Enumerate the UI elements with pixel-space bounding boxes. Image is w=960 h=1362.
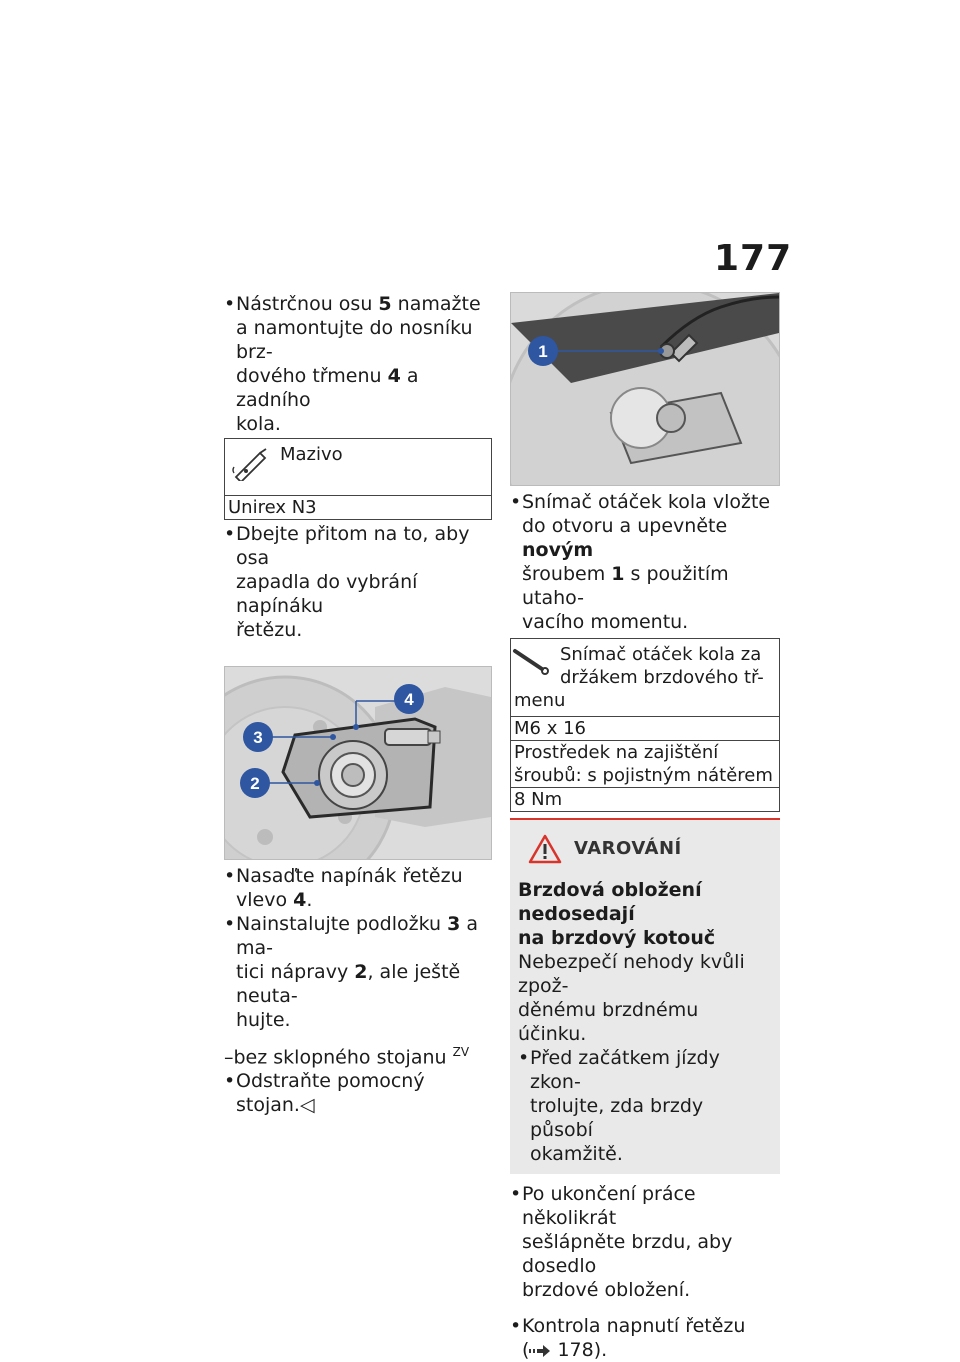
section-end-mark: ◁ — [299, 1094, 315, 1117]
right-column — [510, 292, 780, 1362]
step-install-washer: • Nainstalujte podložku 3 a ma- tici nápravy 2, ale ještě neuta- hujte. — [224, 912, 492, 1032]
condition-no-stand: –bez sklopného stojanu $^{ZV}$ — [224, 1045, 470, 1069]
grease-gun-icon — [232, 447, 270, 481]
lubricant-value: Unirex N3 — [225, 496, 492, 520]
callout-4-label: 4 — [404, 690, 414, 709]
callout-3-label: 3 — [253, 728, 263, 747]
lubricant-table — [224, 438, 492, 520]
warning-bullet: • Před začátkem jízdy zkon- trolujte, zda brzdy působí okamžitě. — [518, 1046, 772, 1166]
page-number: 177 — [714, 238, 793, 279]
torque-table: Snímač otáček kola za držákem brzdového tř- menu M6 x 16 Prostředek na zajištění šroubů: s pojistným nátěrem 8 Nm — [510, 638, 780, 812]
step-check-chain: • Kontrola napnutí řetězu ( 178). — [510, 1314, 780, 1362]
callout-1-label: 1 — [538, 342, 548, 361]
lubricant-label: Mazivo — [280, 444, 343, 465]
page-reference[interactable]: 178). — [557, 1339, 608, 1361]
warning-box: VAROVÁNÍ Brzdová obložení nedosedají na brzdový kotouč Nebezpečí nehody kvůli zpož- děnému brzdnému účinku. • Před začátkem jízdy zkon- trolujte, zda brzdy působí okamžitě. — [510, 818, 780, 1174]
torque-agent: Prostředek na zajištění šroubů: s pojistným nátěrem — [511, 741, 780, 788]
step-remove-stand: • Odstraňte pomocný stojan.◁ — [224, 1069, 492, 1117]
step-fit-tensioner: • Nasaďte napínák řetězu vlevo 4. — [224, 864, 492, 912]
step-check-axle: • Dbejte přitom na to, aby osa zapadla do vybrání napínáku řetězu. — [224, 522, 492, 642]
warning-label: VAROVÁNÍ — [574, 838, 682, 859]
step-mount-axle: • Nástrčnou osu 5 namažte a namontujte do nosníku brz- dového třmenu 4 a zadního kola. — [224, 292, 492, 436]
photo-chain-tensioner — [224, 666, 492, 860]
torque-wrench-icon — [512, 645, 552, 675]
torque-size: M6 x 16 — [511, 717, 780, 741]
left-column — [224, 292, 492, 1117]
photo-wheel-speed-sensor — [510, 292, 780, 486]
page-reference-arrow-icon — [529, 1344, 551, 1358]
torque-value: 8 Nm — [511, 788, 780, 812]
warning-triangle-icon — [528, 834, 562, 864]
step-press-brake: • Po ukončení práce několikrát sešlápněte brzdu, aby dosedlo brzdové obložení. — [510, 1182, 780, 1302]
callout-2-label: 2 — [250, 774, 260, 793]
step-install-sensor: • Snímač otáček kola vložte do otvoru a upevněte novým šroubem 1 s použitím utaho- vacího momentu. — [510, 490, 780, 634]
